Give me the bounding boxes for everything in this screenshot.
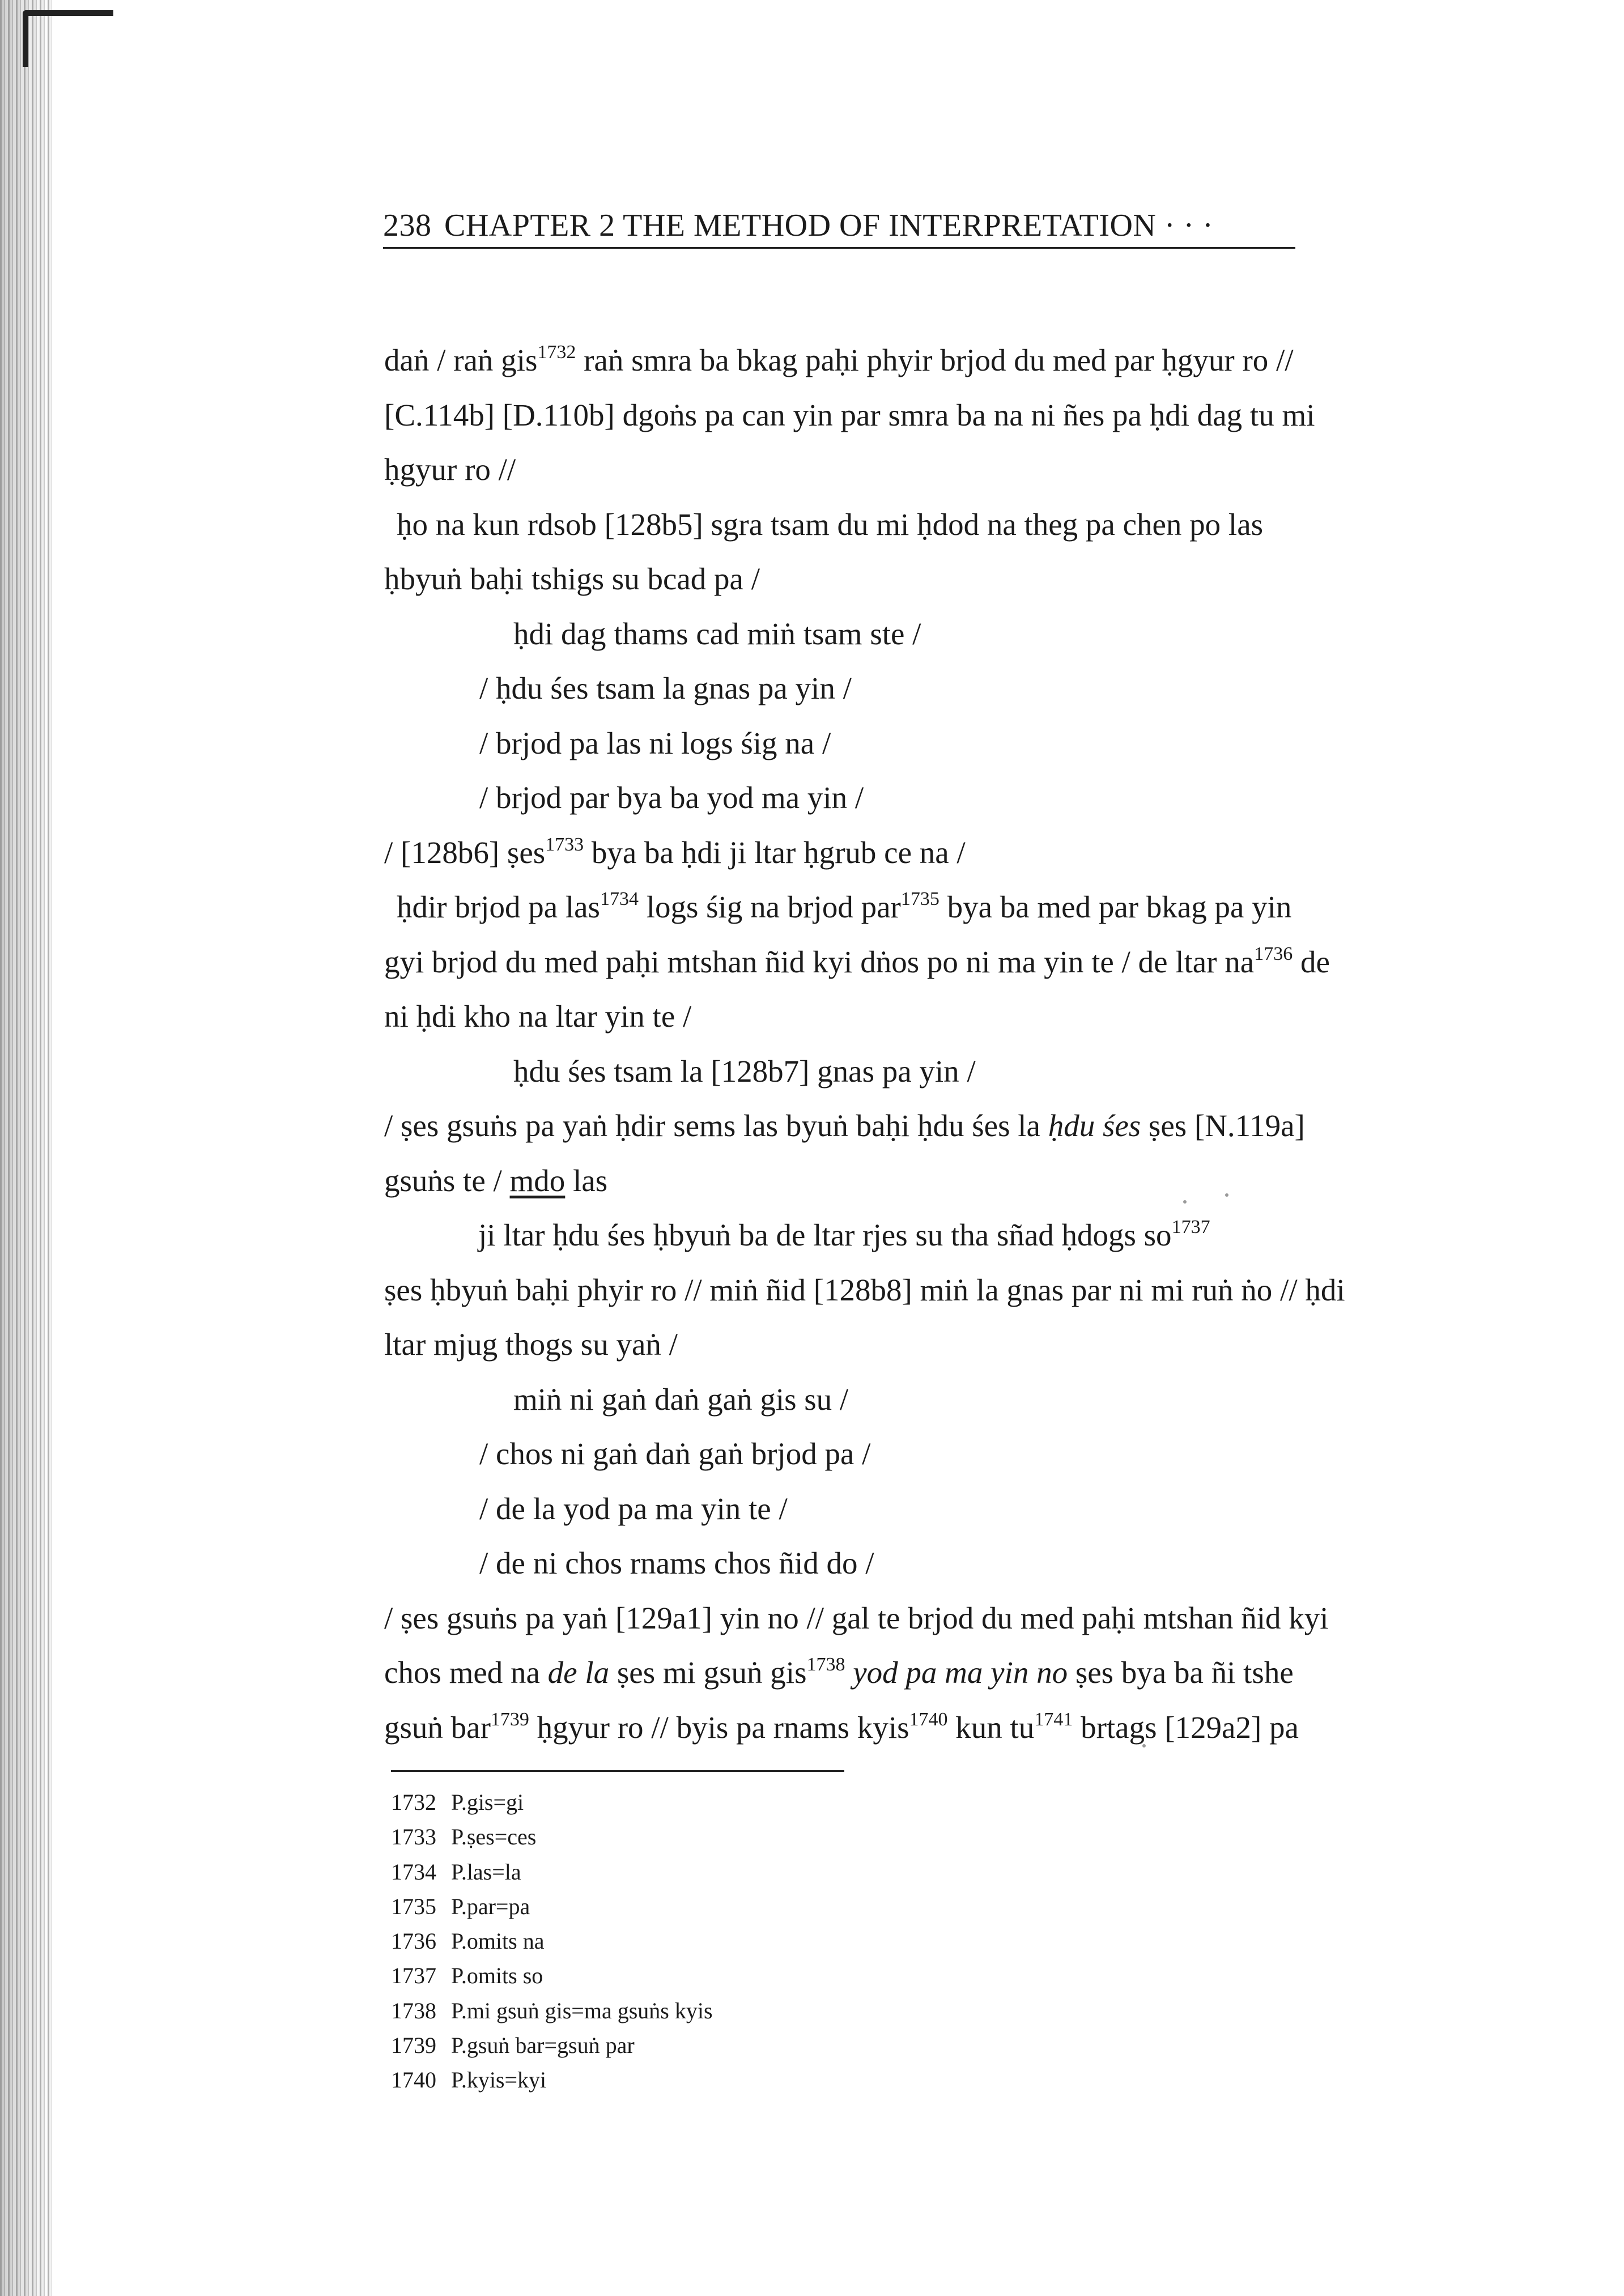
footnote-text: P.mi gsuṅ gis=ma gsuṅs kyis (451, 1997, 713, 2023)
footnote (391, 1819, 1071, 1854)
underlined-term: mdo (509, 1163, 566, 1198)
footnote-text: P.gis=gi (451, 1789, 524, 1815)
footnote (391, 1855, 1071, 1889)
text-line (384, 1700, 1490, 1755)
footnote-rule (391, 1770, 844, 1772)
footnote-text: P.par=pa (451, 1893, 530, 1919)
footnote-number: 1732 (391, 1789, 436, 1815)
text-line: ṣes ḥbyuṅ baḥi phyir ro // miṅ ñid [128b8] miṅ la gnas par ni mi ruṅ ṅo // ḥdi (384, 1272, 1345, 1307)
text-segment: kun tu (947, 1710, 1035, 1745)
footnote (391, 1889, 1071, 1924)
footnote (391, 2028, 1071, 2063)
text-segment: chos med na (384, 1655, 548, 1690)
footnote-text: P.kyis=kyi (451, 2067, 547, 2093)
footnote-ref: 1738 (806, 1654, 845, 1675)
footnote-text: P.ṣes=ces (451, 1824, 537, 1850)
footnote-number: 1739 (391, 2033, 436, 2059)
footnote-ref: 1736 (1254, 943, 1293, 964)
main-text (384, 333, 1490, 1755)
text-line (384, 333, 1490, 388)
footnote-ref: 1732 (537, 342, 576, 363)
verse-line: / brjod pa las ni logs śig na / (479, 725, 831, 760)
footnote-number: 1740 (391, 2067, 436, 2093)
text-line (384, 1099, 1490, 1154)
text-line (384, 935, 1490, 990)
quote-line (384, 1208, 1490, 1263)
footnote-ref: 1741 (1034, 1708, 1073, 1730)
scan-speck (1183, 1200, 1187, 1204)
footnote-ref: 1734 (600, 888, 639, 909)
italic-term: ḥdu śes (1048, 1108, 1141, 1143)
scan-binding-edge (0, 0, 52, 2296)
italic-term: yod pa ma yin no (853, 1655, 1068, 1690)
text-line: ltar mjug thogs su yaṅ / (384, 1327, 678, 1362)
verse-line: / brjod par bya ba yod ma yin / (479, 780, 864, 815)
footnote-ref: 1735 (900, 888, 939, 909)
verse-line: / chos ni gaṅ daṅ gaṅ brjod pa / (479, 1436, 871, 1471)
footnote-ref: 1740 (909, 1708, 948, 1730)
text-segment: gyi brjod du med paḥi mtshan ñid kyi dṅos po ni ma yin te / de ltar na (384, 944, 1255, 979)
text-segment: ji ltar ḥdu śes ḥbyuṅ ba de ltar rjes su tha sñad ḥdogs so (478, 1218, 1172, 1252)
footnote-text: P.gsuṅ bar=gsuṅ par (451, 2033, 635, 2059)
scan-corner-mark (23, 10, 113, 67)
text-segment: ṣes mi gsuṅ gis (609, 1655, 807, 1690)
scan-speck (1225, 1193, 1228, 1197)
footnote-ref: 1733 (545, 834, 584, 855)
footnote-ref: 1737 (1171, 1217, 1210, 1238)
footnote (391, 2063, 1071, 2097)
footnote (391, 1958, 1071, 1993)
footnote-text: P.omits so (451, 1963, 543, 1989)
footnote (391, 1993, 1071, 2028)
text-segment: raṅ smra ba bkag paḥi phyir brjod du med par ḥgyur ro // (576, 343, 1294, 377)
text-line: ḥbyuṅ baḥi tshigs su bcad pa / (384, 562, 760, 596)
footnote-number: 1735 (391, 1893, 436, 1919)
footnote (391, 1924, 1071, 1958)
text-segment: de (1293, 944, 1330, 979)
footnote-ref: 1739 (490, 1708, 529, 1730)
text-segment: / [128b6] ṣes (384, 835, 546, 870)
text-segment: las (565, 1163, 608, 1198)
footnote-number: 1734 (391, 1859, 436, 1885)
scan-speck (1142, 1744, 1146, 1747)
text-segment: logs śig na brjod par (638, 890, 901, 924)
italic-term: de la (547, 1655, 610, 1690)
footnote-text: P.omits na (451, 1928, 545, 1954)
verse-line: ḥdu śes tsam la [128b7] gnas pa yin / (513, 1053, 976, 1089)
verse-line: / ḥdu śes tsam la gnas pa yin / (479, 671, 852, 705)
text-line (384, 826, 1490, 881)
text-line (384, 1646, 1490, 1700)
footnote-text: P.las=la (451, 1859, 521, 1885)
footnote-number: 1733 (391, 1824, 436, 1850)
text-segment: gsuṅ bar (384, 1710, 491, 1745)
text-line: [C.114b] [D.110b] dgoṅs pa can yin par smra ba na ni ñes pa ḥdi dag tu mi (384, 397, 1315, 432)
footnote-number: 1736 (391, 1928, 436, 1954)
text-line: / ṣes gsuṅs pa yaṅ [129a1] yin no // gal te brjod du med paḥi mtshan ñid kyi (384, 1600, 1329, 1635)
text-line (384, 880, 1490, 935)
text-segment: bya ba ḥdi ji ltar ḥgrub ce na / (584, 835, 966, 870)
running-title: CHAPTER 2 THE METHOD OF INTERPRETATION · · · (444, 208, 1214, 243)
verse-line: / de la yod pa ma yin te / (479, 1491, 788, 1526)
text-segment: ḥdir brjod pa las (397, 890, 600, 924)
footnote-number: 1737 (391, 1963, 436, 1989)
text-segment: ṣes [N.119a] (1141, 1108, 1305, 1143)
text-line: ḥo na kun rdsob [128b5] sgra tsam du mi ḥdod na theg pa chen po las (397, 507, 1264, 542)
verse-line: / de ni chos rnams chos ñid do / (479, 1546, 874, 1580)
text-segment: daṅ / raṅ gis (384, 343, 538, 377)
text-line (384, 1154, 1490, 1209)
footnote (391, 1785, 1071, 1819)
text-segment: ṣes bya ba ñi tshe (1068, 1655, 1294, 1690)
text-line: ni ḥdi kho na ltar yin te / (384, 999, 692, 1034)
text-line: ḥgyur ro // (384, 452, 516, 487)
text-segment: ḥgyur ro // byis pa rnams kyis (529, 1710, 909, 1745)
page-number: 238 (383, 208, 432, 243)
verse-line: miṅ ni gaṅ daṅ gaṅ gis su / (513, 1381, 849, 1417)
text-segment: gsuṅs te / (384, 1163, 510, 1198)
running-header (383, 207, 1295, 249)
footnote-number: 1738 (391, 1997, 436, 2023)
verse-line: ḥdi dag thams cad miṅ tsam ste / (513, 616, 921, 651)
footnotes (391, 1785, 1071, 2098)
text-segment: / ṣes gsuṅs pa yaṅ ḥdir sems las byuṅ baḥi ḥdu śes la (384, 1108, 1048, 1143)
text-segment (845, 1655, 853, 1690)
text-segment: brtags [129a2] pa (1073, 1710, 1299, 1745)
text-segment: bya ba med par bkag pa yin (939, 890, 1292, 924)
